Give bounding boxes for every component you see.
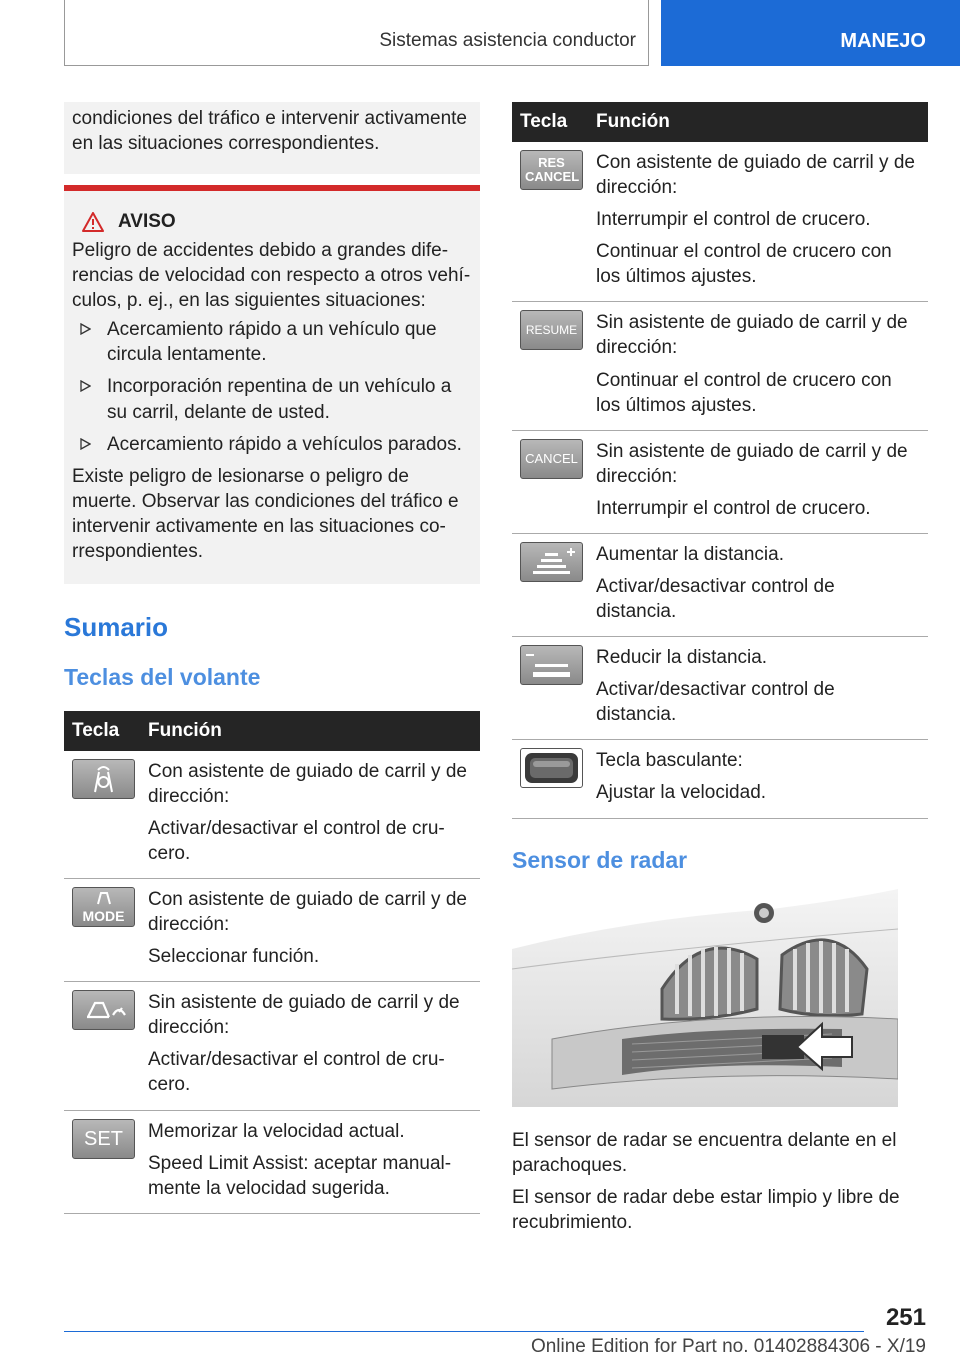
warning-footer: Existe peligro de lesionarse o peligro de muerte. Observar las condiciones del tráfico e intervenir activamente en las situaciones correspondientes. xyxy=(72,465,459,562)
cruise-control-speedometer-icon xyxy=(72,990,135,1030)
intro-text: condiciones del tráfico e intervenir activamente en las situaciones correspondientes. xyxy=(72,108,467,155)
column-header-function: Función xyxy=(588,102,928,142)
set-button-icon: SET xyxy=(72,1119,135,1159)
distance-increase-icon xyxy=(520,542,583,582)
bullet-triangle-icon xyxy=(80,438,91,450)
list-item: Acercamiento rápido a vehículos parados. xyxy=(72,432,472,457)
footer-divider xyxy=(64,1331,864,1332)
section-title: Sistemas asistencia conductor xyxy=(379,29,636,51)
warning-triangle-icon xyxy=(82,212,104,232)
steering-keys-table xyxy=(64,711,480,1214)
heading-radar: Sensor de radar xyxy=(512,846,688,873)
cancel-button-icon: CANCEL xyxy=(520,439,583,479)
list-item: Acercamiento rápido a un vehículo que circula lentamente. xyxy=(72,317,472,367)
table-row: Aumentar la distancia. Activar/desactivar control de distancia. xyxy=(512,533,928,636)
left-column xyxy=(64,102,480,1214)
header-chapter-box xyxy=(661,0,960,66)
resume-button-icon: RESUME xyxy=(520,310,583,350)
car-front-radar-illustration xyxy=(512,889,898,1107)
table-row: CANCEL Sin asistente de guiado de carril y de dirección: Interrumpir el control de crucero. xyxy=(512,430,928,533)
cruise-keys-table xyxy=(512,102,928,819)
bullet-triangle-icon xyxy=(80,323,91,335)
list-item: Incorporación repentina de un vehículo a su carril, delante de usted. xyxy=(72,374,472,424)
table-row: SET Memorizar la velocidad actual. Speed Limit Assist: aceptar manualmente la velocidad sugerida. xyxy=(64,1110,480,1213)
res-cancel-button-icon: RES CANCEL xyxy=(520,150,583,190)
footer-text: Online Edition for Part no. 01402884306 - X/19 xyxy=(530,1336,926,1357)
lane-assist-steering-icon xyxy=(72,759,135,799)
header-section-box xyxy=(64,0,649,66)
distance-decrease-icon xyxy=(520,645,583,685)
warning-title-row xyxy=(72,209,472,234)
mode-button-icon: MODE xyxy=(72,887,135,927)
column-header-key: Tecla xyxy=(64,711,140,751)
warning-body: Peligro de accidentes debido a grandes diferencias de velocidad con respecto a otros vehículos, p. ej., en las siguientes situaciones: xyxy=(72,240,471,312)
right-column xyxy=(512,102,928,1242)
column-header-key: Tecla xyxy=(512,102,588,142)
table-row: Tecla basculante: Ajustar la velocidad. xyxy=(512,740,928,818)
column-header-function: Función xyxy=(140,711,480,751)
radar-description: El sensor de radar se encuentra delante en el parachoques. El sensor de radar debe estar limpio y libre de recubrimiento. xyxy=(512,1130,900,1234)
table-row: Reducir la distancia. Activar/desactivar control de distancia. xyxy=(512,637,928,740)
chapter-title: MANEJO xyxy=(840,29,926,52)
heading-teclas: Teclas del volante xyxy=(64,664,261,691)
table-row: Con asistente de guiado de carril y de dirección: Activar/desactivar el control de crucero. xyxy=(64,751,480,879)
table-row: MODE Con asistente de guiado de carril y de dirección: Seleccionar función. xyxy=(64,879,480,982)
page-number: 251 xyxy=(885,1304,926,1331)
rocker-switch-icon xyxy=(520,748,583,788)
warning-box xyxy=(64,185,480,584)
table-row: RES CANCEL Con asistente de guiado de carril y de dirección: Interrumpir el control de crucero. Continuar el control de crucero con los últimos ajustes. xyxy=(512,142,928,302)
table-row: RESUME Sin asistente de guiado de carril y de dirección: Continuar el control de crucero con los últimos ajustes. xyxy=(512,302,928,430)
table-row: Sin asistente de guiado de carril y de dirección: Activar/desactivar el control de crucero. xyxy=(64,982,480,1110)
warning-bullet-list xyxy=(72,317,472,456)
heading-sumario: Sumario xyxy=(64,612,169,643)
warning-title: AVISO xyxy=(118,211,176,232)
intro-box xyxy=(64,102,480,174)
bullet-triangle-icon xyxy=(80,380,91,392)
